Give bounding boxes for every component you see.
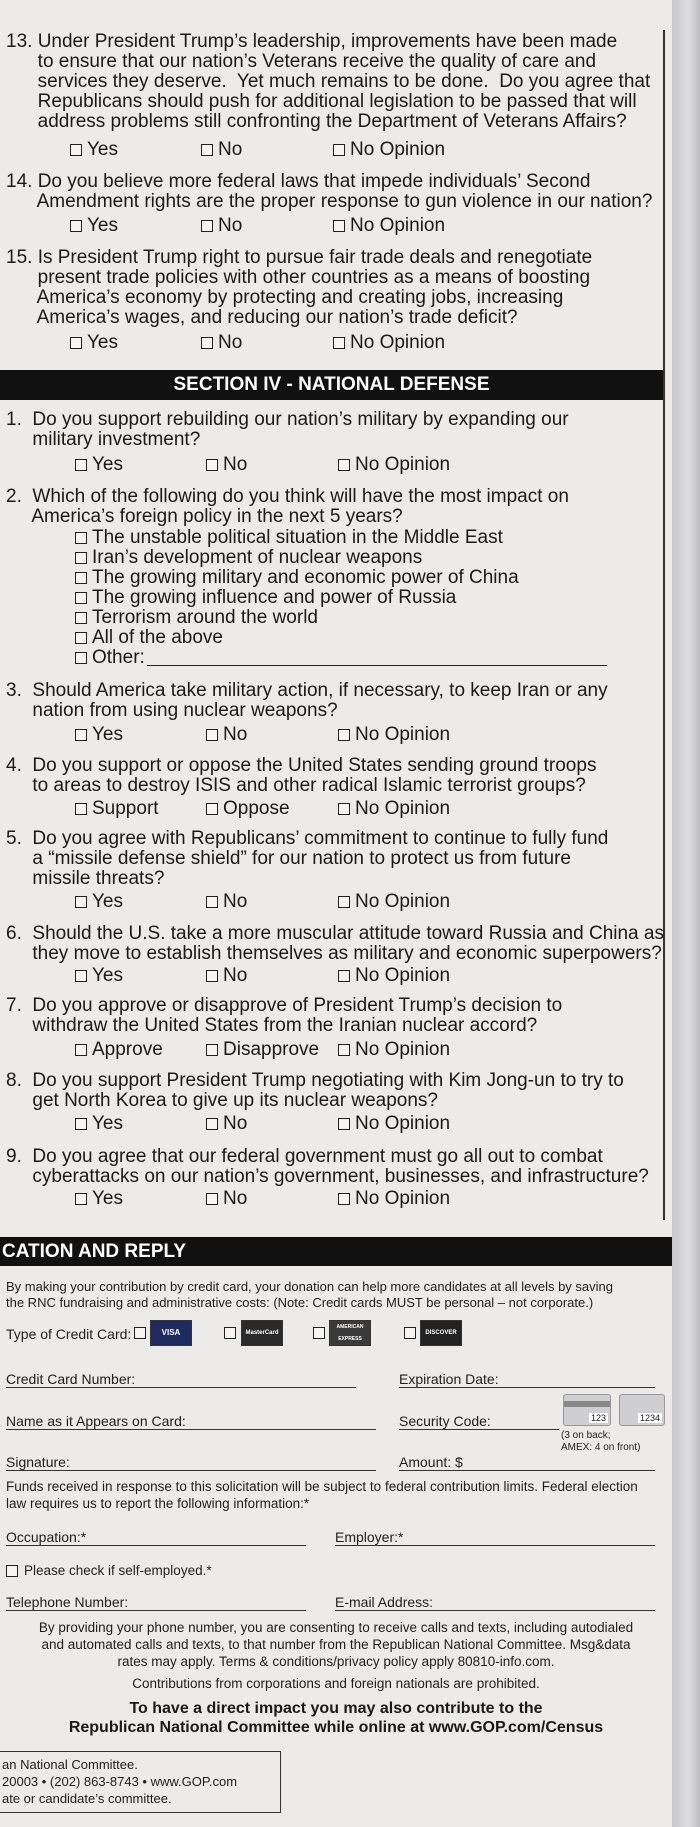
expiration-date-field[interactable]	[399, 1387, 655, 1388]
d7-no-opinion-option[interactable]: No Opinion	[338, 1040, 450, 1060]
checkbox-icon[interactable]	[206, 970, 218, 982]
defense-question-4-line: 4. Do you support or oppose the United States sending ground troops	[6, 755, 597, 776]
defense-question-4-line: to areas to destroy ISIS and other radical Islamic terrorist groups?	[6, 775, 586, 796]
discover-checkbox[interactable]	[404, 1327, 416, 1339]
consent-line: By providing your phone number, you are consenting to receive calls and texts, including autodialed	[38, 1620, 634, 1635]
telephone-field[interactable]	[6, 1610, 306, 1611]
d5-no-option[interactable]: No	[206, 892, 247, 912]
defense-question-7	[6, 996, 656, 1036]
defense-question-3-line: nation from using nuclear weapons?	[6, 700, 338, 721]
defense-question-7-line: 7. Do you approve or disapprove of President Trump’s decision to	[6, 995, 563, 1016]
question-15-line: America’s wages, and reducing our nation’s trade deficit?	[6, 307, 518, 328]
d4-oppose-option[interactable]: Oppose	[206, 799, 290, 819]
checkbox-icon[interactable]	[75, 729, 87, 741]
d2-iran-option[interactable]: Iran’s development of nuclear weapons	[75, 548, 635, 568]
d8-no-opinion-option[interactable]: No Opinion	[338, 1114, 450, 1134]
checkbox-icon[interactable]	[70, 220, 82, 232]
d1-yes-option[interactable]: Yes	[75, 455, 123, 475]
funds-notice-line: Funds received in response to this solicitation will be subject to federal contribution limits. Federal election	[6, 1479, 638, 1494]
checkbox-icon[interactable]	[75, 532, 87, 544]
defense-question-6-line: they move to establish themselves as military and economic superpowers?	[6, 943, 662, 964]
checkbox-icon[interactable]	[338, 970, 350, 982]
d1-no-opinion-option[interactable]: No Opinion	[338, 455, 450, 475]
question-15-line: America’s economy by protecting and creating jobs, increasing	[6, 287, 564, 308]
defense-question-6	[6, 923, 664, 964]
amount-field[interactable]	[399, 1470, 655, 1471]
cvv-note: AMEX: 4 on front)	[561, 1442, 641, 1453]
question-13-line: to ensure that our nation’s Veterans receive the quality of care and	[6, 51, 597, 72]
d2-other-option[interactable]: Other:	[75, 648, 635, 668]
checkbox-icon[interactable]	[75, 459, 87, 471]
signature-field[interactable]	[6, 1470, 376, 1471]
d1-no-option[interactable]: No	[206, 455, 247, 475]
consent-line: and automated calls and texts, to that number from the Republican National Committee. Msg&data	[41, 1637, 631, 1652]
d5-no-opinion-option[interactable]: No Opinion	[338, 892, 450, 912]
checkbox-icon[interactable]	[206, 1193, 218, 1205]
defense-question-1	[6, 410, 656, 450]
checkbox-icon[interactable]	[338, 1118, 350, 1130]
email-label: E-mail Address:	[335, 1594, 434, 1610]
d6-yes-option[interactable]: Yes	[75, 966, 123, 986]
question-15	[6, 248, 656, 328]
checkbox-icon[interactable]	[338, 729, 350, 741]
checkbox-icon[interactable]	[75, 1193, 87, 1205]
d9-no-option[interactable]: No	[206, 1189, 247, 1209]
amex-card-icon: AMERICAN EXPRESS	[329, 1320, 371, 1346]
other-write-in-line[interactable]	[147, 650, 607, 666]
d3-no-option[interactable]: No	[206, 725, 247, 745]
funds-notice-line: law requires us to report the following information:*	[6, 1496, 310, 1511]
question-13-line: Republicans should push for additional legislation to be passed that will	[6, 91, 637, 112]
q14-yes-option[interactable]: Yes	[70, 216, 118, 236]
d8-no-option[interactable]: No	[206, 1114, 247, 1134]
q15-no-opinion-option[interactable]: No Opinion	[333, 333, 445, 353]
checkbox-icon[interactable]	[206, 729, 218, 741]
checkbox-icon[interactable]	[75, 896, 87, 908]
d2-russia-option[interactable]: The growing influence and power of Russia	[75, 588, 635, 608]
email-field[interactable]	[335, 1610, 655, 1611]
d6-no-option[interactable]: No	[206, 966, 247, 986]
employer-field[interactable]	[335, 1545, 655, 1546]
cvv-note: (3 on back;	[561, 1430, 611, 1441]
d7-approve-option[interactable]: Approve	[75, 1040, 163, 1060]
defense-question-3-line: 3. Should America take military action, if necessary, to keep Iran or any	[6, 680, 608, 701]
signature-label: Signature:	[6, 1454, 70, 1470]
card-front-icon	[619, 1394, 665, 1426]
q13-no-opinion-option[interactable]: No Opinion	[333, 140, 445, 160]
defense-question-5-line: missile threats?	[6, 868, 165, 889]
defense-question-2-options	[75, 528, 635, 668]
mastercard-icon: MasterCard	[241, 1320, 283, 1346]
question-13-line: 13. Under President Trump’s leadership, improvements have been made	[6, 31, 618, 52]
checkbox-icon[interactable]	[338, 459, 350, 471]
checkbox-icon[interactable]	[206, 1118, 218, 1130]
question-13-line: services they deserve. Yet much remains to be done. Do you agree that	[6, 71, 651, 92]
checkbox-icon[interactable]	[333, 220, 345, 232]
occupation-field[interactable]	[6, 1545, 306, 1546]
rnc-address-line: an National Committee.	[2, 1757, 138, 1772]
mastercard-checkbox[interactable]	[224, 1327, 236, 1339]
visa-card-icon: VISA	[150, 1320, 192, 1346]
rnc-address-line: 20003 • (202) 863-8743 • www.GOP.com	[2, 1774, 238, 1789]
checkbox-icon[interactable]	[75, 572, 87, 584]
card-number-label: Credit Card Number:	[6, 1371, 136, 1387]
section-iv-header: SECTION IV - NATIONAL DEFENSE	[0, 370, 663, 400]
defense-question-8-line: 8. Do you support President Trump negotiating with Kim Jong-un to try to	[6, 1070, 624, 1091]
checkbox-icon[interactable]	[75, 552, 87, 564]
magstripe	[564, 1401, 610, 1407]
employer-label: Employer:*	[335, 1529, 404, 1545]
checkbox-icon[interactable]	[75, 652, 87, 664]
defense-question-1-line: military investment?	[6, 429, 201, 450]
amex-checkbox[interactable]	[313, 1327, 325, 1339]
checkbox-icon[interactable]	[201, 144, 213, 156]
defense-question-2-line: America’s foreign policy in the next 5 years?	[6, 506, 403, 527]
defense-question-9-line: 9. Do you agree that our federal government must go all out to combat	[6, 1146, 603, 1167]
defense-question-4	[6, 756, 656, 796]
q13-yes-option[interactable]: Yes	[70, 140, 118, 160]
checkbox-icon[interactable]	[75, 1044, 87, 1056]
checkbox-icon[interactable]	[70, 144, 82, 156]
card-type-label: Type of Credit Card:	[6, 1326, 132, 1342]
checkbox-icon[interactable]	[201, 220, 213, 232]
direct-impact-line: To have a direct impact you may also contribute to the	[129, 1700, 543, 1717]
direct-impact-line: Republican National Committee while online at www.GOP.com/Census	[68, 1719, 604, 1736]
checkbox-icon[interactable]	[75, 612, 87, 624]
d2-middle-east-option[interactable]: The unstable political situation in the Middle East	[75, 528, 635, 548]
d2-china-option[interactable]: The growing military and economic power of China	[75, 568, 635, 588]
d2-terrorism-option[interactable]: Terrorism around the world	[75, 608, 635, 628]
question-13	[6, 32, 656, 132]
card-intro-line: the RNC fundraising and administrative costs: (Note: Credit cards MUST be personal – not corporate.)	[6, 1295, 594, 1310]
checkbox-icon[interactable]	[206, 896, 218, 908]
q13-no-option[interactable]: No	[201, 140, 242, 160]
reply-section-title: CATION AND REPLY	[2, 1241, 187, 1262]
expiration-date-label: Expiration Date:	[399, 1371, 499, 1387]
d4-support-option[interactable]: Support	[75, 799, 159, 819]
checkbox-icon[interactable]	[333, 337, 345, 349]
d2-all-option[interactable]: All of the above	[75, 628, 635, 648]
d4-no-opinion-option[interactable]: No Opinion	[338, 799, 450, 819]
checkbox-icon[interactable]	[206, 803, 218, 815]
checkbox-icon[interactable]	[75, 970, 87, 982]
d7-disapprove-option[interactable]: Disapprove	[206, 1040, 319, 1060]
question-15-line: 15. Is President Trump right to pursue fair trade deals and renegotiate	[6, 247, 593, 268]
checkbox-icon[interactable]	[75, 803, 87, 815]
rnc-address-line: ate or candidate’s committee.	[2, 1791, 172, 1806]
defense-question-1-line: 1. Do you support rebuilding our nation’s military by expanding our	[6, 409, 569, 430]
d5-yes-option[interactable]: Yes	[75, 892, 123, 912]
checkbox-icon[interactable]	[201, 337, 213, 349]
d9-no-opinion-option[interactable]: No Opinion	[338, 1189, 450, 1209]
checkbox-icon[interactable]	[206, 1044, 218, 1056]
checkbox-icon[interactable]	[338, 896, 350, 908]
defense-question-5-line: 5. Do you agree with Republicans’ commitment to continue to fully fund	[6, 828, 609, 849]
checkbox-icon[interactable]	[338, 1193, 350, 1205]
d6-no-opinion-option[interactable]: No Opinion	[338, 966, 450, 986]
defense-question-5-line: a “missile defense shield” for our nation to protect us from future	[6, 848, 571, 869]
d3-yes-option[interactable]: Yes	[75, 725, 123, 745]
cvv-front-value: 1234	[639, 1413, 660, 1423]
question-15-line: present trade policies with other countries as a means of boosting	[6, 267, 591, 288]
d9-yes-option[interactable]: Yes	[75, 1189, 123, 1209]
checkbox-icon[interactable]	[75, 592, 87, 604]
cvv-back-value: 123	[590, 1413, 606, 1423]
card-number-field[interactable]	[6, 1387, 356, 1388]
consent-line: rates may apply. Terms & conditions/privacy policy apply 80810-info.com.	[117, 1654, 555, 1669]
checkbox-icon[interactable]	[75, 632, 87, 644]
q15-no-option[interactable]: No	[201, 333, 242, 353]
defense-question-8-line: get North Korea to give up its nuclear weapons?	[6, 1090, 438, 1111]
q15-yes-option[interactable]: Yes	[70, 333, 118, 353]
checkbox-icon[interactable]	[333, 144, 345, 156]
question-14-line: 14. Do you believe more federal laws that impede individuals’ Second	[6, 171, 591, 192]
defense-question-6-line: 6. Should the U.S. take a more muscular attitude toward Russia and China as	[6, 923, 664, 944]
defense-question-5	[6, 829, 656, 889]
defense-question-8	[6, 1071, 656, 1111]
self-employed-checkbox[interactable]	[6, 1565, 18, 1577]
discover-card-icon: DISCOVER	[420, 1320, 462, 1346]
question-13-line: address problems still confronting the Department of Veterans Affairs?	[6, 111, 627, 132]
checkbox-icon[interactable]	[206, 459, 218, 471]
card-back-icon	[563, 1394, 611, 1426]
checkbox-icon[interactable]	[70, 337, 82, 349]
defense-question-3	[6, 681, 656, 721]
amount-label: Amount: $	[399, 1454, 463, 1470]
name-on-card-label: Name as it Appears on Card:	[6, 1413, 186, 1429]
question-14	[6, 172, 656, 212]
d3-no-opinion-option[interactable]: No Opinion	[338, 725, 450, 745]
defense-question-9	[6, 1147, 656, 1187]
d8-yes-option[interactable]: Yes	[75, 1114, 123, 1134]
page-edge	[672, 0, 700, 1827]
name-on-card-field[interactable]	[6, 1429, 376, 1430]
defense-question-2	[6, 487, 656, 527]
visa-checkbox[interactable]	[134, 1327, 146, 1339]
security-code-field[interactable]	[399, 1429, 559, 1430]
defense-question-9-line: cyberattacks on our nation’s government, businesses, and infrastructure?	[6, 1166, 649, 1187]
defense-question-7-line: withdraw the United States from the Iranian nuclear accord?	[6, 1015, 538, 1036]
security-code-label: Security Code:	[399, 1413, 491, 1429]
q14-no-option[interactable]: No	[201, 216, 242, 236]
question-14-line: Amendment rights are the proper response to gun violence in our nation?	[6, 191, 653, 212]
card-intro-line: By making your contribution by credit card, your donation can help more candidates at all levels by saving	[6, 1279, 613, 1294]
checkbox-icon[interactable]	[338, 1044, 350, 1056]
q14-no-opinion-option[interactable]: No Opinion	[333, 216, 445, 236]
checkbox-icon[interactable]	[75, 1118, 87, 1130]
prohibited-notice: Contributions from corporations and foreign nationals are prohibited.	[132, 1676, 540, 1691]
defense-question-2-line: 2. Which of the following do you think will have the most impact on	[6, 486, 569, 507]
telephone-label: Telephone Number:	[6, 1594, 129, 1610]
checkbox-icon[interactable]	[338, 803, 350, 815]
occupation-label: Occupation:*	[6, 1529, 87, 1545]
self-employed-label: Please check if self-employed.*	[24, 1563, 212, 1578]
reply-section-header	[0, 1237, 672, 1266]
